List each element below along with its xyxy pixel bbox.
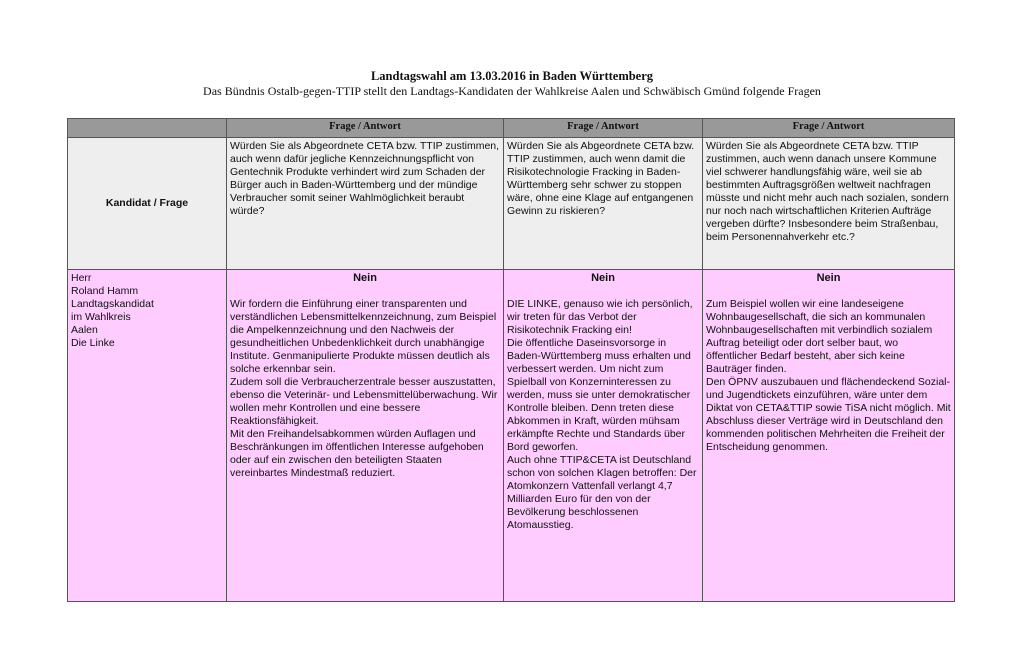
candidate-role: Landtagskandidat [71, 298, 154, 310]
answer-2 [504, 270, 703, 602]
answer-1-paragraph: Mit den Freihandelsabkommen würden Auflagen und Beschränkungen im öffentlichen Interesse aufgehoben oder auf ein zwischen den beteiligten Staaten vereinbartes Mindestmaß reduziert. [230, 428, 484, 479]
answer-1-paragraph: Zudem soll die Verbraucherzentrale besser auszustatten, ebenso die Veterinär- und Lebensmittelüberwachung. Wir wollen mehr Kontrollen und eine bessere Reaktionsfähigkeit. [230, 376, 498, 427]
answer-2-paragraph: Die öffentliche Daseinsvorsorge in Baden-Württemberg muss erhalten und verbessert werden. Um nicht zum Spielball von Konzerninteressen zu werden, muss sie unter demokratischer Kontrolle bleiben. Denn treten diese Abkommen in Kraft, würden mühsam erkämpfte Rechte und Standards über Bord geworfen. [507, 337, 691, 453]
answer-3-verdict: Nein [816, 272, 841, 284]
candidate-district-prefix: im Wahlkreis [71, 311, 131, 323]
candidate-party: Die Linke [71, 337, 115, 349]
answer-3-paragraph: Den ÖPNV auszubauen und flächendeckend Sozial- und Jugendtickets einzuführen, wäre unter dem Diktat von CETA&TTIP sowie TiSA nicht möglich. Mit Abschluss dieser Verträge wird in Deutschland den kommenden politischen Mehrheiten die Freiheit der Entscheidung genommen. [706, 376, 951, 453]
answer-1-verdict: Nein [353, 272, 377, 284]
answer-2-paragraph: Auch ohne TTIP&CETA ist Deutschland schon von solchen Klagen betroffen: Der Atomkonzern Vattenfall verlangt 4,7 Milliarden Euro für den von der Bevölkerung beschlossenen Atomausstieg. [507, 454, 697, 531]
row-label: Kandidat / Frage [68, 138, 227, 270]
header-row [68, 119, 955, 138]
document-title: Landtagswahl am 13.03.2016 in Baden Württemberg [370, 69, 654, 83]
candidate-district: Aalen [71, 324, 98, 336]
answer-2-verdict: Nein [591, 272, 615, 284]
question-1: Würden Sie als Abgeordnete CETA bzw. TTIP zustimmen, auch wenn dafür jegliche Kennzeichnungspflicht von Gentechnik Produkte verhindert wird zum Schaden der Bürger auch in Baden-Württemberg und der mündige Verbraucher somit seiner Wahlmöglichkeit beraubt würde? [227, 138, 504, 270]
header-cell-empty [68, 119, 227, 138]
question-3: Würden Sie als Abgeordnete CETA bzw. TTIP zustimmen, auch wenn danach unsere Kommune viel schwerer handlungsfähig wäre, weil sie ab bestimmten Auftragsgrößen weltweit nachfragen müsste und nicht mehr auch nach sozialen, sondern nur noch nach wirtschaftlichen Kriterien Aufträge vergeben dürfte? Insbesondere beim Straßenbau, beim Personennahverkehr etc.? [703, 138, 955, 270]
document-subtitle: Das Bündnis Ostalb-gegen-TTIP stellt den Landtags-Kandidaten der Wahlkreise Aalen und Schwäbisch Gmünd folgende Fragen [203, 84, 821, 98]
answer-1 [227, 270, 504, 602]
header-cell-3: Frage / Antwort [703, 119, 955, 138]
candidate-cell [68, 270, 227, 602]
question-row [68, 138, 955, 270]
candidate-name: Roland Hamm [71, 285, 139, 297]
question-2: Würden Sie als Abgeordnete CETA bzw. TTIP zustimmen, auch wenn damit die Risikotechnologie Fracking in Baden-Württemberg sehr schwer zu stoppen wäre, ohne eine Klage auf entgangenen Gewinn zu riskieren? [504, 138, 703, 270]
header-cell-1: Frage / Antwort [227, 119, 504, 138]
candidate-salutation: Herr [71, 272, 92, 284]
questions-table [67, 118, 955, 602]
answer-3 [703, 270, 955, 602]
answer-row [68, 270, 955, 602]
answer-2-paragraph: DIE LINKE, genauso wie ich persönlich, wir treten für das Verbot der Risikotechnik Fracking ein! [507, 298, 693, 336]
document-heading [0, 69, 1024, 99]
answer-1-paragraph: Wir fordern die Einführung einer transparenten und verständlichen Lebensmittelkennzeichnung, zum Beispiel die Ampelkennzeichnung und den Nachweis der gesundheitlichen Unbedenklichkeit durch unabhängige Institute. Genmanipulierte Produkte müssen deutlich als solche erkennbar sein. [230, 298, 497, 375]
answer-3-paragraph: Zum Beispiel wollen wir eine landeseigene Wohnbaugesellschaft, die sich an kommunalen Wohnbaugesellschaften mit verbindlich sozialem Auftrag beteiligt oder dort selber baut, wo öffentlicher Bedarf besteht, aber sich keine Bauträger finden. [706, 298, 933, 375]
header-cell-2: Frage / Antwort [504, 119, 703, 138]
